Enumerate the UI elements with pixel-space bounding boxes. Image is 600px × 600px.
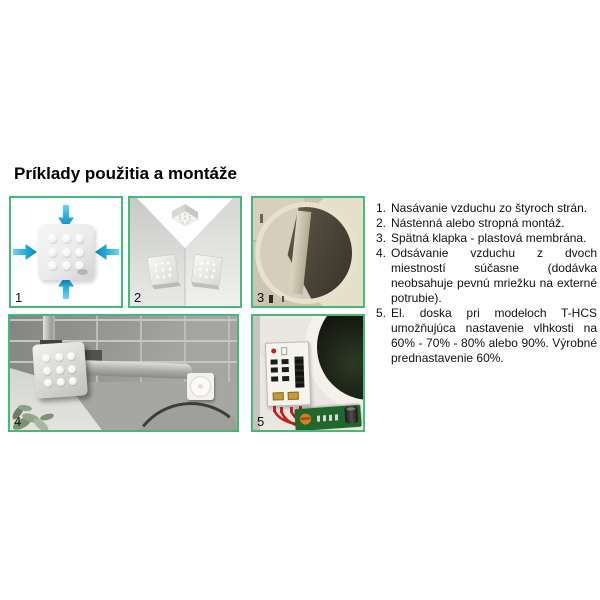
corner-mounting-illustration (130, 198, 240, 306)
brand-logo-mark (77, 269, 88, 275)
screw-mark (282, 296, 284, 302)
list-item (376, 246, 597, 306)
capacitor (344, 406, 358, 424)
figure-5-number: 5 (257, 413, 265, 429)
list-item-text: El. doska pri modeloch T-HCS umožňujúca nastavenie vlhkosti na 60% - 70% - 80% alebo 90%. Výrobné prednastavenie 60%. (391, 306, 597, 365)
list-item-number: 2. (376, 216, 387, 230)
figure-duct-installation (8, 314, 239, 432)
figure-electronic-board (251, 314, 365, 432)
list-item-text: Nástenná alebo stropná montáž. (391, 216, 565, 230)
fan-dots (48, 234, 85, 271)
fan-front-panel (38, 224, 94, 280)
list-item-text: Nasávanie vzduchu zo štyroch strán. (391, 201, 588, 215)
fan-dots (42, 352, 78, 388)
figure-4-number: 4 (14, 413, 22, 429)
airflow-arrow-left-icon (95, 244, 119, 260)
pin-header (317, 414, 339, 422)
list-item (376, 306, 597, 366)
figure-corner-mounting (128, 196, 242, 308)
fan-unit (32, 341, 88, 398)
round-grille (190, 376, 211, 397)
list-item-number: 5. (376, 306, 387, 320)
page-title: Príklady použitia a montáže (14, 164, 237, 183)
list-item (376, 231, 597, 246)
list-item (376, 216, 597, 231)
figure-2-number: 2 (134, 289, 142, 305)
list-item-number: 3. (376, 231, 387, 245)
airflow-arrow-right-icon (13, 244, 37, 260)
list-item-text: Odsávanie vzduchu z dvoch miestností súčasne (dodávka neobsahuje pevnú mriežku na externé potrubie). (391, 246, 597, 305)
figure-intake-four-sides (9, 196, 123, 308)
list-item-number: 4. (376, 246, 387, 260)
figure-1-number: 1 (15, 289, 23, 305)
plate-slot (260, 214, 263, 223)
trimmer-pot (300, 413, 312, 425)
list-item-text: Spätná klapka - plastová membrána. (391, 231, 587, 245)
figure-backdraft-shutter (251, 196, 365, 308)
figure-3-number: 3 (257, 289, 265, 305)
grille-hub (198, 384, 203, 389)
usage-notes-list (376, 201, 597, 366)
second-room-grille-plate (187, 373, 214, 400)
duct-opening-ring (255, 202, 357, 304)
screw-mark (269, 295, 273, 303)
list-item-number: 1. (376, 201, 387, 215)
main-green-pcb (294, 405, 361, 432)
list-item (376, 201, 597, 216)
